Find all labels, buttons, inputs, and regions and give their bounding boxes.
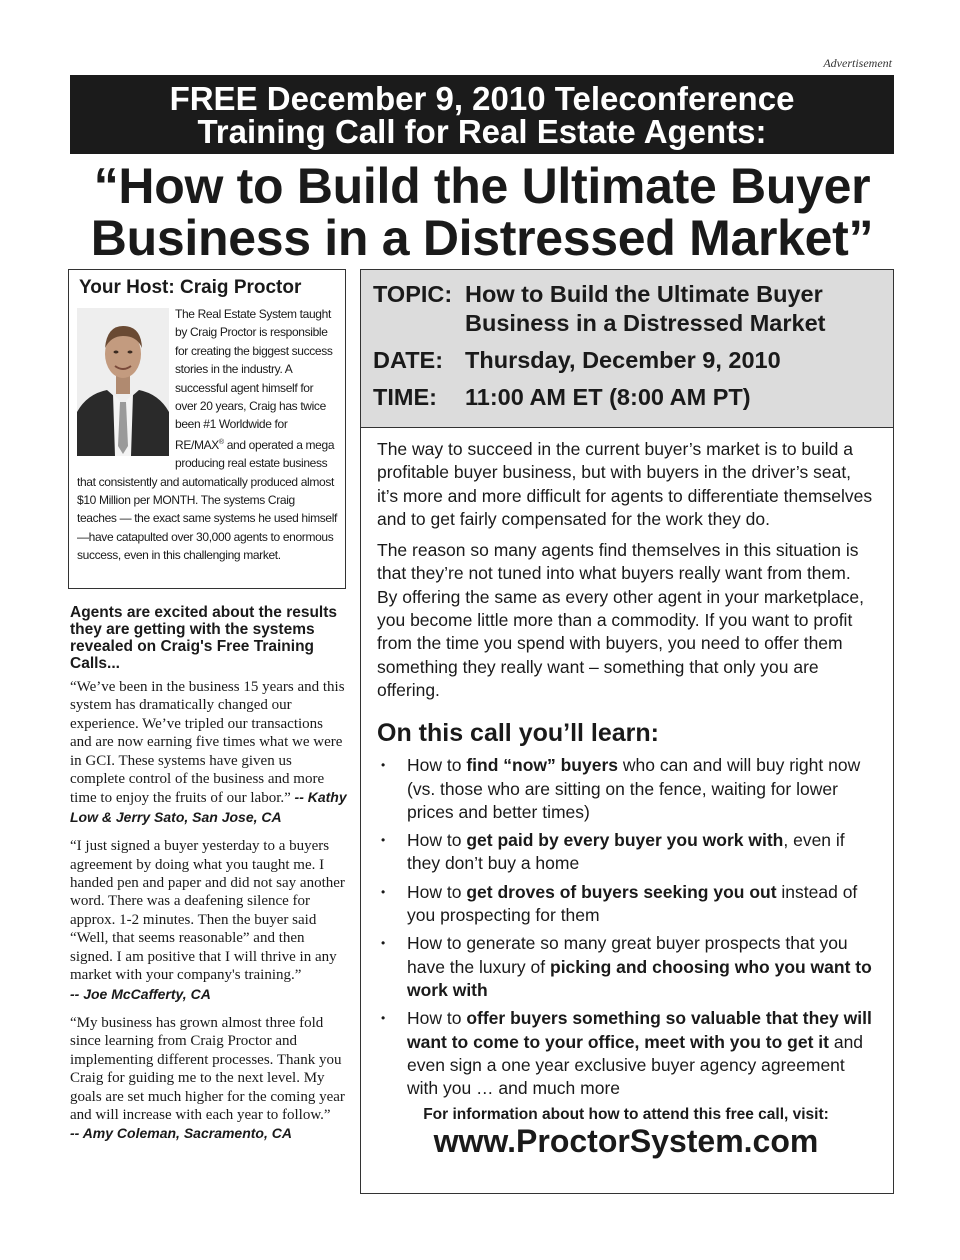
bullet-icon: •: [381, 758, 386, 773]
learn-item-emphasis: get paid by every buyer you work with: [466, 830, 784, 851]
testimonial-quote: “I just signed a buyer yesterday to a buyers agreement by doing what you taught me. I handed pen and paper and did not say another word. There was a deafening silence for approx. 1-2 minutes. Then the buyer said “Well, that seems reasonable” and then signed. I am positive that I will thrive in any market with your company's training.”: [70, 838, 345, 984]
learn-item-emphasis: get droves of buyers seeking you out: [466, 881, 777, 902]
learn-item: [377, 932, 875, 1002]
learn-item-text: How to: [407, 881, 467, 902]
date-label: DATE:: [373, 347, 444, 373]
learn-item: [377, 754, 875, 824]
testimonial: [70, 837, 348, 1004]
advertisement-label: Advertisement: [823, 56, 892, 70]
host-bio-rest: and operated a mega producing real estate business that consistently and automatically produced almost $10 Million per MONTH. The systems Craig teaches — the exact same systems he used himself—have catapulted over 30,000 agents to enormous success, even in this challenging market.: [77, 437, 337, 563]
bullet-icon: •: [381, 936, 386, 951]
event-body: [361, 428, 893, 1158]
learn-item-emphasis: picking and choosing who you want to work with: [407, 956, 872, 1000]
registered-mark: ®: [218, 438, 224, 446]
headline-line-1: “How to Build the Ultimate Buyer: [93, 158, 871, 214]
testimonials-section: [70, 604, 348, 1154]
bullet-icon: •: [381, 833, 386, 848]
bullet-icon: •: [381, 1011, 386, 1026]
event-banner: [70, 75, 894, 154]
testimonial: [70, 678, 348, 827]
bullet-icon: •: [381, 884, 386, 899]
learn-item-text: How to generate so many great buyer prospects that you have the luxury of: [407, 933, 848, 977]
learn-item-text: How to: [407, 830, 467, 851]
learn-heading: On this call you’ll learn:: [377, 719, 660, 748]
learn-item: [377, 829, 875, 876]
event-info-box: [361, 270, 893, 428]
host-bio: [77, 305, 337, 565]
time-value: 11:00 AM ET (8:00 AM PT): [465, 384, 751, 410]
host-photo: [77, 308, 169, 456]
testimonial-quote: “We’ve been in the business 15 years and this system has dramatically changed our experience. We’ve tripled our transactions and are now earning five times what we were in GCI. These systems have given us complete control of the business and more time to enjoy the fruits of our labor.”: [70, 679, 345, 807]
date-value: Thursday, December 9, 2010: [465, 347, 781, 373]
page-headline: [70, 160, 894, 264]
learn-item-emphasis: find “now” buyers: [466, 755, 619, 776]
learn-item-emphasis: offer buyers something so valuable that they will want to come to your office, meet with you to get it: [407, 1008, 872, 1052]
topic-line-2: Business in a Distressed Market: [465, 310, 826, 336]
topic-label: TOPIC:: [373, 281, 453, 307]
testimonial-author: -- Amy Coleman, Sacramento, CA: [70, 1125, 292, 1142]
host-bio-lead: The Real Estate System taught by Craig Proctor is responsible for creating the biggest success stories in the industry. A successful agent himself for over 20 years, Craig has twice been #1 Worldwide for RE/MAX: [175, 307, 333, 452]
learn-item-text: , even if they don’t buy a home: [407, 830, 845, 874]
headline-line-2: Business in a Distressed Market”: [90, 210, 874, 266]
learn-item-text: and even sign a one year exclusive buyer agency agreement with you … and much more: [407, 1031, 864, 1099]
testimonial-author: -- Joe McCafferty, CA: [70, 985, 211, 1002]
learn-list: [377, 754, 875, 1100]
learn-item-text: How to: [407, 755, 467, 776]
host-box: [68, 269, 346, 589]
banner-line-2: Training Call for Real Estate Agents:: [197, 113, 767, 150]
cta-label: For information about how to attend this free call, visit:: [423, 1106, 829, 1124]
host-title: Your Host: Craig Proctor: [79, 277, 302, 298]
learn-item-text: How to: [407, 1008, 467, 1029]
reason-paragraph: The reason so many agents find themselves in this situation is that they’re not tuned into what buyers really want from them. By offering the same as every other agent in your marketplace, you become little more than a commodity. If you want to profit from the time you spend with buyers, you need to offer them something they really want – something that only you are offering.: [377, 540, 865, 700]
learn-item-text: who can and will buy right now (vs. those who are sitting on the fence, waiting for lower prices and better times): [407, 755, 861, 822]
time-label: TIME:: [373, 384, 437, 410]
date-row: [373, 346, 893, 375]
learn-item: [377, 1007, 875, 1100]
host-portrait-image: [77, 308, 169, 456]
testimonials-heading: Agents are excited about the results they are getting with the systems revealed on Craig's Free Training Calls...: [70, 604, 338, 672]
website-link[interactable]: www.ProctorSystem.com: [433, 1123, 819, 1160]
learn-item: [377, 881, 875, 928]
banner-line-1: FREE December 9, 2010 Teleconference: [169, 80, 795, 117]
topic-row: [373, 280, 893, 338]
testimonial-author: -- Kathy Low & Jerry Sato, San Jose, CA: [70, 789, 347, 825]
learn-item-text: instead of you prospecting for them: [407, 881, 858, 926]
testimonial: [70, 1014, 348, 1144]
event-details-panel: [360, 269, 894, 1194]
time-row: [373, 383, 893, 412]
topic-line-1: How to Build the Ultimate Buyer: [465, 281, 823, 307]
topic-value: [465, 280, 826, 338]
testimonial-quote: “My business has grown almost three fold since learning from Craig Proctor and implementing different processes. Thank you Craig for guiding me to the next level. My goals are set much higher for the coming year and will increase with each year to follow.”: [70, 1014, 345, 1123]
intro-paragraph: The way to succeed in the current buyer’s market is to build a profitable buyer business, but with buyers in the driver’s seat, it’s more and more difficult for agents to differentiate themselves and to get fairly compensated for the work they do.: [377, 439, 873, 529]
